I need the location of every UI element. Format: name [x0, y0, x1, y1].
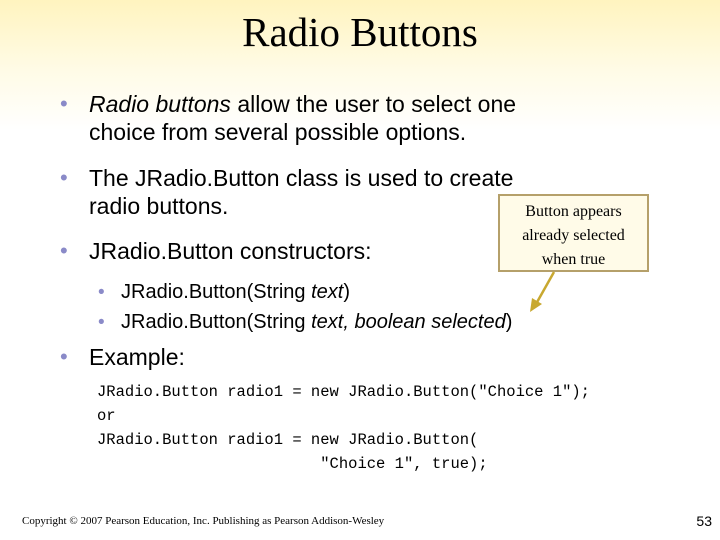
copyright-footer: Copyright © 2007 Pearson Education, Inc. Publishing as Pearson Addison-Wesley: [22, 515, 385, 527]
bullet-text: Example:: [89, 344, 185, 370]
page-number: 53: [696, 513, 712, 529]
callout-line: Button appears: [525, 203, 622, 220]
code-example: [97, 380, 590, 476]
bullet-dot-icon: •: [98, 282, 105, 303]
callout-box: [498, 194, 649, 272]
arrow-icon: [520, 268, 560, 316]
bullet-text-line2: radio buttons.: [89, 193, 229, 219]
bullet-text-line2: choice from several possible options.: [89, 119, 467, 145]
code-line: JRadio.Button radio1 = new JRadio.Button(: [97, 431, 479, 449]
bullet-text: allow the user to select one: [230, 91, 517, 117]
slide-title: Radio Buttons: [242, 9, 478, 55]
bullet-dot-icon: •: [60, 344, 68, 369]
callout-line: when true: [541, 251, 606, 268]
callout-line: already selected: [522, 227, 625, 244]
code-line: "Choice 1", true);: [97, 455, 488, 473]
code-line: or: [97, 407, 116, 425]
bullet-dot-icon: •: [60, 165, 68, 190]
bullet-text: JRadio.Button constructors:: [89, 238, 372, 264]
bullet-dot-icon: •: [60, 238, 68, 263]
code-line: JRadio.Button radio1 = new JRadio.Button("Choice 1");: [97, 383, 590, 401]
bullet-dot-icon: •: [98, 312, 105, 333]
bullet-lead-italic: Radio buttons: [89, 91, 231, 117]
bullet-dot-icon: •: [60, 91, 68, 116]
bullet-text: The JRadio.Button class is used to create: [89, 165, 514, 191]
